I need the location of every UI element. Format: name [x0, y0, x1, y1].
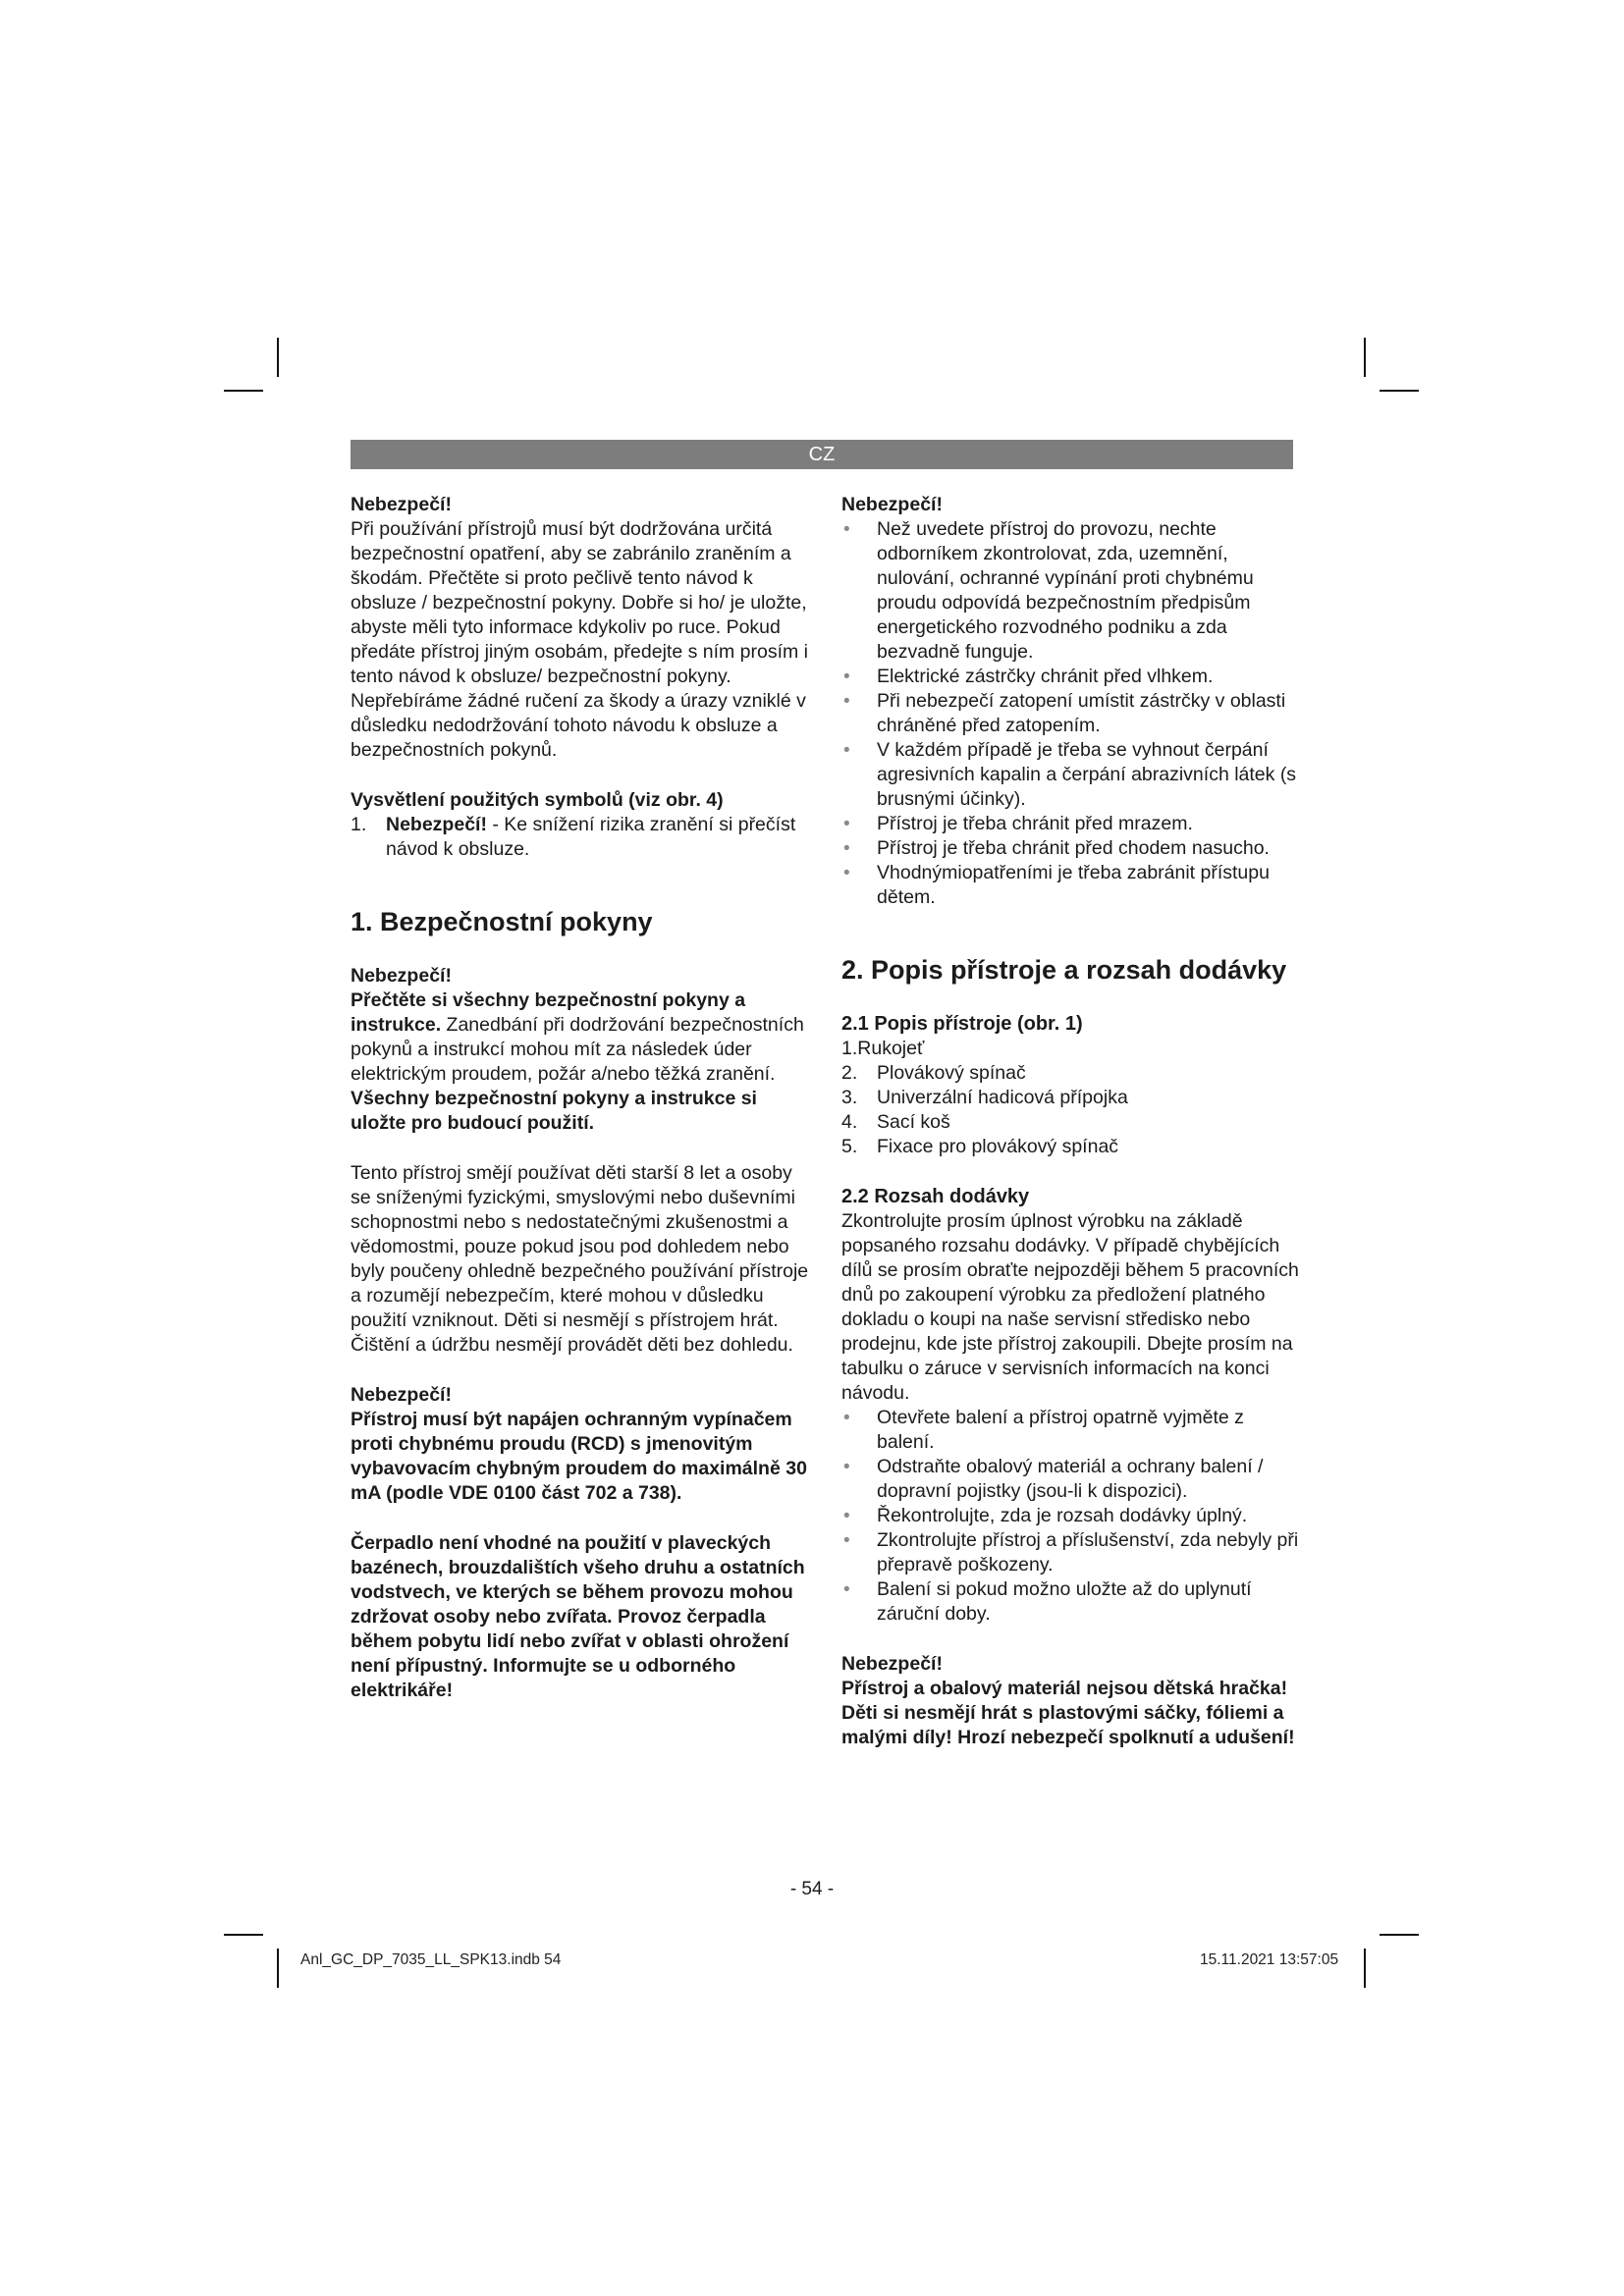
- warning-title: Nebezpečí!: [841, 494, 943, 515]
- safety-instructions-text: [351, 988, 812, 1136]
- pool-warning-text: Čerpadlo není vhodné na použití v plaveckých bazénech, brouzdalištích všeho druhu a ostatních vodstvech, ve kterých se během provozu mohou zdržovat osoby nebo zvířata. Provoz čerpadla během pobytu lidí nebo zvířat v oblasti ohrožení není přípustný. Informujte se u odborného elektrikáře!: [351, 1532, 805, 1701]
- crop-mark: [1380, 390, 1419, 392]
- list-item: 4. Sací koš: [841, 1111, 950, 1133]
- crop-mark: [1364, 1949, 1366, 1988]
- list-item: 2. Plovákový spínač: [841, 1062, 1026, 1084]
- symbol-item-desc: - Ke snížení rizika zranění si přečíst návod k obsluze.: [386, 814, 796, 860]
- safety-text: Zanedbání při dodržování bezpečnostních pokynů a instrukcí mohou mít za následek úder elektrickým proudem, požár a/nebo těžká zranění.: [351, 1014, 804, 1085]
- warning-bullet-list: [841, 517, 1303, 910]
- list-item: 3. Univerzální hadicová přípojka: [841, 1087, 1128, 1108]
- subsection-2-1-title: 2.1 Popis přístroje (obr. 1): [841, 1013, 1083, 1035]
- symbols-title: Vysvětlení použitých symbolů (viz obr. 4): [351, 789, 724, 811]
- list-item: • Odstraňte obalový materiál a ochrany balení / dopravní pojistky (jsou-li k dispozici).: [841, 1455, 1303, 1504]
- list-item: 5. Fixace pro plovákový spínač: [841, 1136, 1119, 1157]
- language-header-bar: CZ: [351, 440, 1293, 469]
- warning-title: Nebezpečí!: [351, 965, 452, 987]
- crop-mark: [277, 1949, 279, 1988]
- list-item: • Otevřete balení a přístroj opatrně vyjměte z balení.: [841, 1406, 1303, 1455]
- page-number: - 54 -: [789, 1879, 835, 1899]
- footer-file: Anl_GC_DP_7035_LL_SPK13.indb 54: [300, 1951, 562, 1968]
- crop-mark: [224, 390, 263, 392]
- warning-title: Nebezpečí!: [351, 494, 452, 515]
- list-item: • Balení si pokud možno uložte až do uplynutí záruční doby.: [841, 1577, 1303, 1627]
- section-1-title: 1. Bezpečnostní pokyny: [351, 907, 653, 936]
- list-item: • Při nebezpečí zatopení umístit zástrčky v oblasti chráněné před zatopením.: [841, 689, 1303, 738]
- symbol-item-number: 1.: [351, 814, 367, 835]
- crop-mark: [1380, 1934, 1419, 1936]
- parts-list: [841, 1037, 1303, 1159]
- warning-title: Nebezpečí!: [351, 1384, 452, 1406]
- delivery-text: Zkontrolujte prosím úplnost výrobku na základě popsaného rozsahu dodávky. V případě chybějících dílů se prosím obraťte nejpozději během 5 pracovních dnů po zakoupení výrobku za předložení platného dokladu o koupi na naše servisní středisko nebo prodejnu, kde jste přístroj zakoupili. Dbejte prosím na tabulku o záruce v servisních informacích na konci návodu.: [841, 1210, 1299, 1404]
- list-item: • Přístroj je třeba chránit před mrazem.: [841, 812, 1303, 836]
- rcd-warning-text: Přístroj musí být napájen ochranným vypínačem proti chybnému proudu (RCD) s jmenovitým vybavovacím chybným proudem do maximálně 30 mA (podle VDE 0100 část 702 a 738).: [351, 1409, 807, 1504]
- list-item: • Než uvedete přístroj do provozu, nechte odborníkem zkontrolovat, zda, uzemnění, nulování, ochranné vypínání proti chybnému proudu odpovídá bezpečnostním předpisům energetického rozvodného podniku a zda bezvadně funguje.: [841, 517, 1303, 665]
- crop-mark: [277, 338, 279, 377]
- packaging-warning-text: Přístroj a obalový materiál nejsou dětská hračka! Děti si nesmějí hrát s plastovými sáčky, fóliemi a malými díly! Hrozí nebezpečí spolknutí a udušení!: [841, 1678, 1295, 1748]
- symbol-item: [351, 813, 812, 862]
- delivery-bullet-list: [841, 1406, 1303, 1627]
- left-column: [351, 493, 812, 1703]
- footer-datetime: 15.11.2021 13:57:05: [1200, 1951, 1339, 1968]
- warning-text: Při používání přístrojů musí být dodržována určitá bezpečnostní opatření, aby se zabránilo zraněním a škodám. Přečtěte si proto pečlivě tento návod k obsluze / bezpečnostní pokyny. Dobře si ho/ je uložte, abyste měli tyto informace kdykoliv po ruce. Pokud předáte přístroj jiným osobám, předejte s ním prosím i tento návod k obsluze/ bezpečnostní pokyny. Nepřebíráme žádné ručení za škody a úrazy vzniklé v důsledku nedodržování tohoto návodu k obsluze a bezpečnostních pokynů.: [351, 518, 809, 761]
- symbol-item-text: [386, 813, 812, 862]
- section-2-title: 2. Popis přístroje a rozsah dodávky: [841, 955, 1287, 985]
- crop-mark: [1364, 338, 1366, 377]
- warning-title: Nebezpečí!: [841, 1653, 943, 1675]
- crop-mark: [224, 1934, 263, 1936]
- list-item: • V každém případě je třeba se vyhnout čerpání agresivních kapalin a čerpání abrazivních látek (s brusnými účinky).: [841, 738, 1303, 812]
- right-column: [841, 493, 1303, 1750]
- list-item: 1.Rukojeť: [841, 1038, 925, 1059]
- list-item: • Zkontrolujte přístroj a příslušenství, zda nebyly při přepravě poškozeny.: [841, 1528, 1303, 1577]
- subsection-2-2-title: 2.2 Rozsah dodávky: [841, 1186, 1030, 1207]
- list-item: • Vhodnýmiopatřeními je třeba zabránit přístupu dětem.: [841, 861, 1303, 910]
- safety-bold-1: Přečtěte si všechny bezpečnostní pokyny a instrukce.: [351, 989, 746, 1036]
- safety-bold-2: Všechny bezpečnostní pokyny a instrukce si uložte pro budoucí použití.: [351, 1088, 757, 1134]
- children-usage-text: Tento přístroj smějí používat děti starší 8 let a osoby se sníženými fyzickými, smyslovými nebo duševními schopnostmi nebo s nedostatečnými zkušenostmi a vědomostmi, pouze pokud jsou pod dohledem nebo byly poučeny ohledně bezpečného používání přístroje a rozumějí nebezpečím, které mohou v důsledku použití vzniknout. Děti si nesmějí s přístrojem hrát. Čištění a údržbu nesmějí provádět děti bez dohledu.: [351, 1162, 809, 1356]
- list-item: • Přístroj je třeba chránit před chodem nasucho.: [841, 836, 1303, 861]
- list-item: • Elektrické zástrčky chránit před vlhkem.: [841, 665, 1303, 689]
- symbol-item-bold: Nebezpečí!: [386, 814, 487, 835]
- list-item: • Řekontrolujte, zda je rozsah dodávky úplný.: [841, 1504, 1303, 1528]
